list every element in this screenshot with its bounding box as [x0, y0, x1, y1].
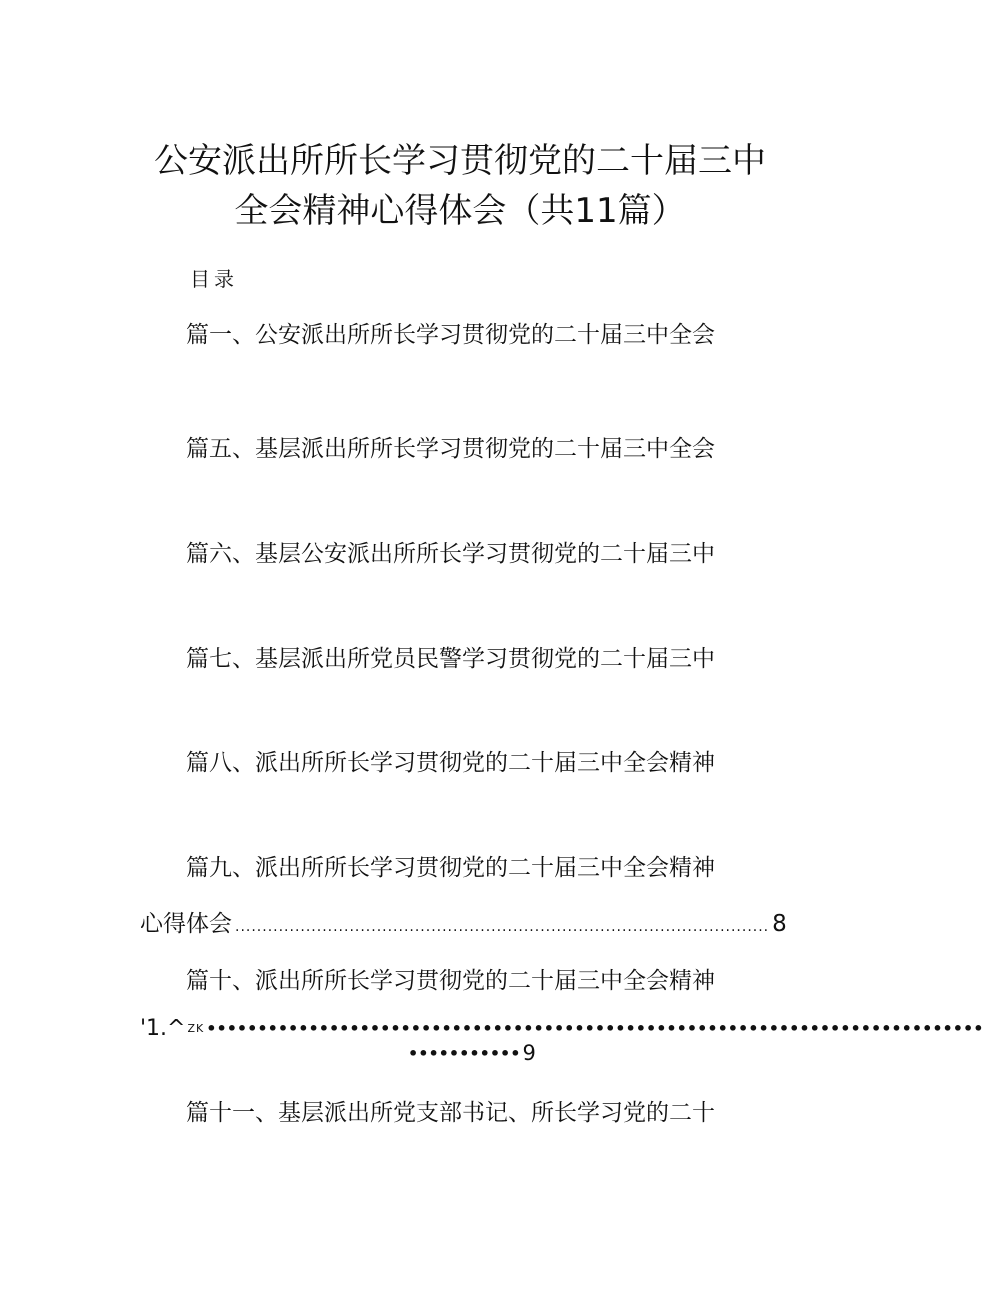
document-title-line-1: 公安派出所所长学习贯彻党的二十届三中 — [154, 141, 766, 181]
page-number: 9 — [522, 1041, 536, 1065]
toc-entry-10-leader-line-2 — [408, 1040, 536, 1066]
toc-entry-6[interactable]: 篇六、基层公安派出所所长学习贯彻党的二十届三中 — [186, 541, 715, 567]
toc-label: 目录 — [190, 267, 238, 291]
dot-leader: •••••••••••••••••••••••••••••••••••••••••••••••••••••••••••••••••••••••••••• — [206, 1018, 983, 1038]
toc-entry-9-continuation[interactable] — [140, 905, 787, 938]
toc-entry-9-continuation-text: 心得体会 — [140, 911, 232, 937]
toc-entry-8[interactable]: 篇八、派出所所长学习贯彻党的二十届三中全会精神 — [186, 750, 715, 776]
dot-leader: .................................................................................................. — [235, 919, 770, 935]
toc-entry-10-continuation[interactable] — [140, 1015, 983, 1041]
document-title-line-2: 全会精神心得体会（共11篇） — [234, 191, 686, 231]
toc-entry-11[interactable]: 篇十一、基层派出所党支部书记、所长学习党的二十 — [186, 1100, 715, 1126]
toc-entry-7[interactable]: 篇七、基层派出所党员民警学习贯彻党的二十届三中 — [186, 646, 715, 672]
toc-entry-10[interactable]: 篇十、派出所所长学习贯彻党的二十届三中全会精神 — [186, 968, 715, 994]
dot-leader: ••••••••••• — [408, 1043, 521, 1063]
toc-entry-9[interactable]: 篇九、派出所所长学习贯彻党的二十届三中全会精神 — [186, 855, 715, 881]
garbled-small-text: ZK — [187, 1021, 205, 1035]
garbled-text: '1.^ — [140, 1015, 186, 1041]
page-number: 8 — [772, 911, 787, 937]
toc-entry-1[interactable]: 篇一、公安派出所所长学习贯彻党的二十届三中全会 — [186, 322, 715, 348]
toc-entry-5[interactable]: 篇五、基层派出所所长学习贯彻党的二十届三中全会 — [186, 436, 715, 462]
